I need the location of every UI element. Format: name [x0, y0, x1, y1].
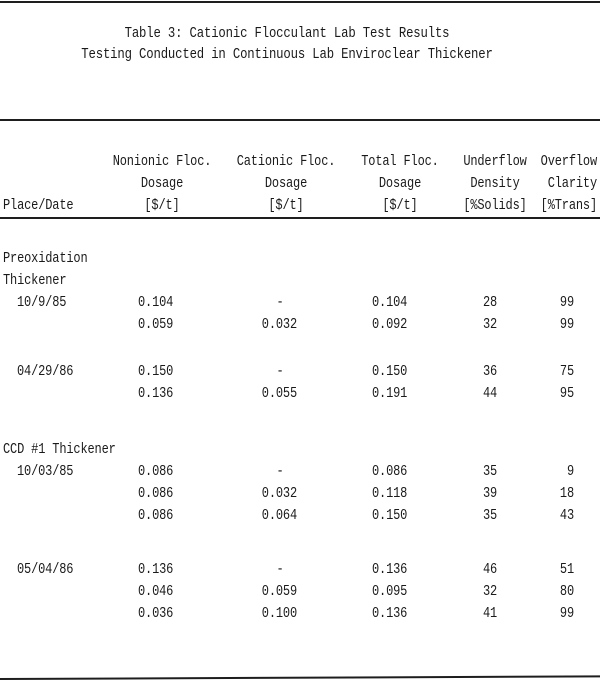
underflow-density: 35 — [482, 463, 498, 480]
header-total-2: Dosage — [378, 175, 422, 192]
header-overflow-2: Clarity — [547, 175, 597, 192]
overflow-clarity: 99 — [559, 294, 574, 311]
date-label: 04/29/86 — [17, 363, 74, 380]
cationic-dosage: 0.032 — [261, 485, 297, 502]
cationic-dosage: 0.064 — [261, 507, 297, 524]
total-dosage: 0.136 — [372, 605, 408, 622]
overflow-clarity: 43 — [559, 507, 574, 524]
date-label: 10/9/85 — [17, 294, 67, 311]
total-dosage: 0.150 — [372, 363, 408, 380]
underflow-density: 35 — [482, 507, 498, 524]
total-dosage: 0.191 — [372, 385, 408, 402]
cationic-dosage: - — [276, 363, 284, 380]
header-underflow-2: Density — [470, 175, 520, 192]
header-top-rule — [0, 119, 600, 121]
overflow-clarity: 80 — [559, 583, 574, 600]
group-label: Preoxidation — [3, 250, 88, 267]
nonionic-dosage: 0.046 — [138, 583, 174, 600]
cationic-dosage: - — [276, 294, 284, 311]
cationic-dosage: 0.100 — [261, 605, 297, 622]
underflow-density: 32 — [482, 583, 498, 600]
total-dosage: 0.092 — [372, 316, 408, 333]
table-subtitle: Testing Conducted in Continuous Lab Enviroclear Thickener — [81, 46, 493, 63]
overflow-clarity: 18 — [559, 485, 574, 502]
overflow-clarity: 99 — [559, 605, 574, 622]
nonionic-dosage: 0.150 — [138, 363, 174, 380]
underflow-density: 39 — [482, 485, 498, 502]
header-total-1: Total Floc. — [361, 153, 439, 170]
overflow-clarity: 9 — [566, 463, 574, 480]
overflow-clarity: 95 — [559, 385, 574, 402]
underflow-density: 36 — [482, 363, 498, 380]
nonionic-dosage: 0.086 — [138, 463, 174, 480]
date-label: 05/04/86 — [17, 561, 74, 578]
header-cationic-2: Dosage — [264, 175, 308, 192]
underflow-density: 46 — [482, 561, 498, 578]
cationic-dosage: 0.059 — [261, 583, 297, 600]
header-cationic-1: Cationic Floc. — [236, 153, 336, 170]
nonionic-dosage: 0.086 — [138, 485, 174, 502]
header-total-3: [$/t] — [382, 197, 418, 214]
cationic-dosage: - — [276, 463, 284, 480]
overflow-clarity: 75 — [559, 363, 574, 380]
top-rule — [0, 1, 600, 3]
group-label: Thickener — [3, 272, 67, 289]
total-dosage: 0.118 — [372, 485, 408, 502]
cationic-dosage: 0.032 — [261, 316, 297, 333]
header-overflow-1: Overflow — [540, 153, 597, 170]
header-bottom-rule — [0, 217, 600, 219]
underflow-density: 32 — [482, 316, 498, 333]
header-cationic-3: [$/t] — [268, 197, 304, 214]
underflow-density: 44 — [482, 385, 498, 402]
total-dosage: 0.095 — [372, 583, 408, 600]
header-nonionic-3: [$/t] — [144, 197, 180, 214]
header-place-date: Place/Date — [3, 197, 74, 214]
total-dosage: 0.136 — [372, 561, 408, 578]
nonionic-dosage: 0.104 — [138, 294, 174, 311]
bottom-rule — [0, 675, 600, 680]
overflow-clarity: 99 — [559, 316, 574, 333]
group-label: CCD #1 Thickener — [3, 441, 116, 458]
header-nonionic-1: Nonionic Floc. — [112, 153, 212, 170]
total-dosage: 0.086 — [372, 463, 408, 480]
underflow-density: 28 — [482, 294, 498, 311]
underflow-density: 41 — [482, 605, 498, 622]
nonionic-dosage: 0.086 — [138, 507, 174, 524]
header-underflow-3: [%Solids] — [463, 197, 527, 214]
nonionic-dosage: 0.059 — [138, 316, 174, 333]
header-overflow-3: [%Trans] — [540, 197, 597, 214]
total-dosage: 0.104 — [372, 294, 408, 311]
nonionic-dosage: 0.136 — [138, 385, 174, 402]
overflow-clarity: 51 — [559, 561, 574, 578]
table-title: Table 3: Cationic Flocculant Lab Test Results — [124, 25, 450, 42]
cationic-dosage: 0.055 — [261, 385, 297, 402]
nonionic-dosage: 0.136 — [138, 561, 174, 578]
header-nonionic-2: Dosage — [140, 175, 184, 192]
header-underflow-1: Underflow — [463, 153, 527, 170]
nonionic-dosage: 0.036 — [138, 605, 174, 622]
cationic-dosage: - — [276, 561, 284, 578]
total-dosage: 0.150 — [372, 507, 408, 524]
date-label: 10/03/85 — [17, 463, 74, 480]
